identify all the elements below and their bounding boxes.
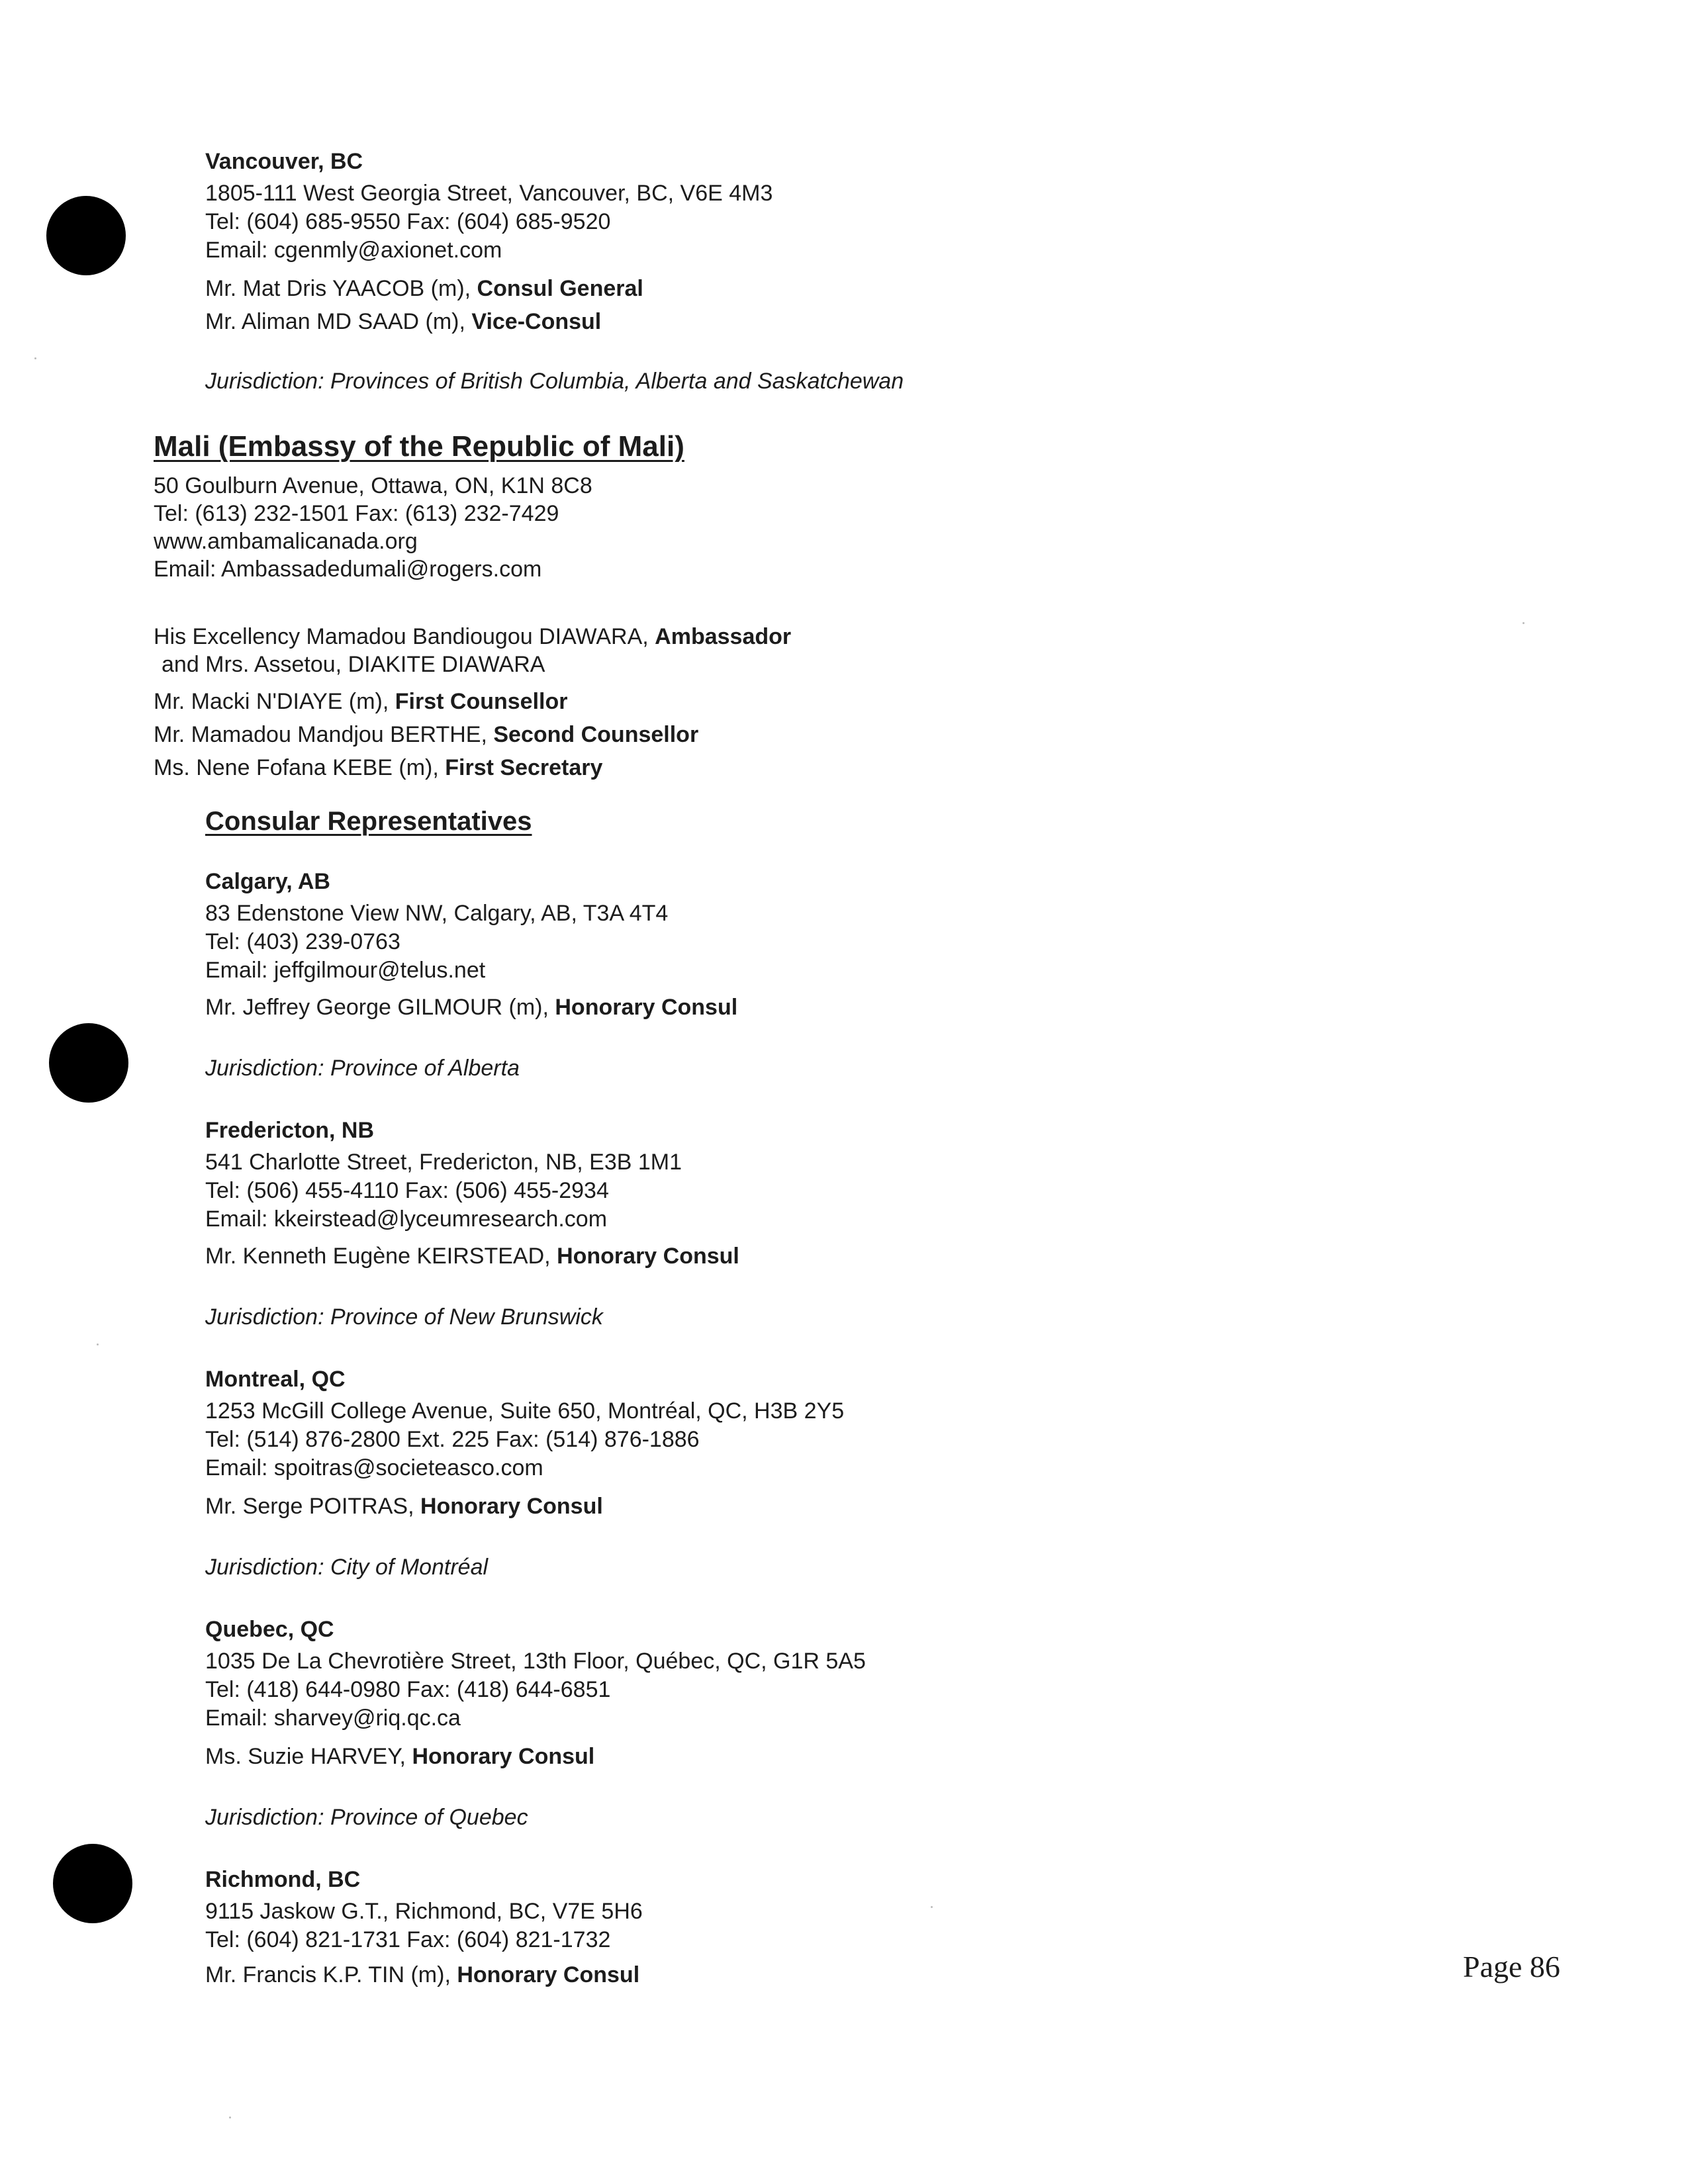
city-heading: Vancouver, BC — [205, 149, 363, 174]
scan-speck — [229, 2116, 231, 2118]
city-heading: Richmond, BC — [205, 1867, 361, 1892]
staff-entry: Mr. Mamadou Mandjou BERTHE, Second Counsellor — [154, 722, 699, 747]
consul-entry: Mr. Kenneth Eugène KEIRSTEAD, Honorary Consul — [205, 1244, 739, 1269]
jurisdiction: Jurisdiction: Province of Quebec — [205, 1805, 528, 1830]
ambassador-entry: His Excellency Mamadou Bandiougou DIAWARA, Ambassador — [154, 624, 792, 649]
scan-speck — [34, 357, 36, 359]
phone-fax: Tel: (403) 239-0763 — [205, 929, 400, 954]
phone-fax: Tel: (604) 685-9550 Fax: (604) 685-9520 — [205, 209, 611, 234]
email: Email: Ambassadedumali@rogers.com — [154, 557, 542, 582]
email: Email: sharvey@riq.qc.ca — [205, 1706, 461, 1731]
consul-entry: Mr. Francis K.P. TIN (m), Honorary Consul — [205, 1962, 640, 1987]
scan-speck — [931, 1906, 933, 1908]
jurisdiction: Jurisdiction: Province of Alberta — [205, 1056, 520, 1081]
email: Email: kkeirstead@lyceumresearch.com — [205, 1206, 608, 1232]
email: Email: spoitras@societeasco.com — [205, 1455, 543, 1480]
phone-fax: Tel: (514) 876-2800 Ext. 225 Fax: (514) 876-1886 — [205, 1427, 700, 1452]
city-heading: Montreal, QC — [205, 1367, 346, 1392]
scan-speck — [1523, 622, 1524, 624]
section-heading: Consular Representatives — [205, 807, 532, 836]
jurisdiction: Jurisdiction: Province of New Brunswick — [205, 1304, 603, 1330]
punch-hole-top — [46, 196, 126, 275]
city-heading: Calgary, AB — [205, 869, 330, 894]
punch-hole-bottom — [53, 1844, 132, 1923]
address: 1253 McGill College Avenue, Suite 650, Montréal, QC, H3B 2Y5 — [205, 1398, 845, 1424]
jurisdiction: Jurisdiction: Provinces of British Columbia, Alberta and Saskatchewan — [205, 369, 904, 394]
consul-entry: Mr. Serge POITRAS, Honorary Consul — [205, 1494, 603, 1519]
staff-entry: Mr. Mat Dris YAACOB (m), Consul General — [205, 276, 643, 301]
jurisdiction: Jurisdiction: City of Montréal — [205, 1555, 489, 1580]
staff-entry: Mr. Macki N'DIAYE (m), First Counsellor — [154, 689, 568, 714]
address: 1805-111 West Georgia Street, Vancouver, BC, V6E 4M3 — [205, 181, 773, 206]
phone-fax: Tel: (604) 821-1731 Fax: (604) 821-1732 — [205, 1927, 611, 1952]
address: 9115 Jaskow G.T., Richmond, BC, V7E 5H6 — [205, 1899, 643, 1924]
staff-entry: Mr. Aliman MD SAAD (m), Vice-Consul — [205, 309, 602, 334]
address: 83 Edenstone View NW, Calgary, AB, T3A 4T4 — [205, 901, 669, 926]
consul-entry: Ms. Suzie HARVEY, Honorary Consul — [205, 1744, 595, 1769]
page-number: Page 86 — [1463, 1950, 1560, 1983]
website: www.ambamalicanada.org — [154, 529, 418, 554]
spouse-entry: and Mrs. Assetou, DIAKITE DIAWARA — [162, 652, 545, 677]
scan-speck — [97, 1343, 99, 1345]
consul-entry: Mr. Jeffrey George GILMOUR (m), Honorary Consul — [205, 995, 738, 1020]
city-heading: Fredericton, NB — [205, 1118, 375, 1143]
address: 1035 De La Chevrotière Street, 13th Floor, Québec, QC, G1R 5A5 — [205, 1649, 866, 1674]
country-heading: Mali (Embassy of the Republic of Mali) — [154, 430, 684, 463]
phone-fax: Tel: (418) 644-0980 Fax: (418) 644-6851 — [205, 1677, 611, 1702]
phone-fax: Tel: (613) 232-1501 Fax: (613) 232-7429 — [154, 501, 559, 526]
staff-entry: Ms. Nene Fofana KEBE (m), First Secretary — [154, 755, 603, 780]
phone-fax: Tel: (506) 455-4110 Fax: (506) 455-2934 — [205, 1178, 609, 1203]
address: 50 Goulburn Avenue, Ottawa, ON, K1N 8C8 — [154, 473, 592, 498]
email: Email: jeffgilmour@telus.net — [205, 958, 486, 983]
address: 541 Charlotte Street, Fredericton, NB, E3B 1M1 — [205, 1150, 682, 1175]
city-heading: Quebec, QC — [205, 1617, 334, 1642]
punch-hole-middle — [49, 1023, 128, 1103]
email: Email: cgenmly@axionet.com — [205, 238, 502, 263]
